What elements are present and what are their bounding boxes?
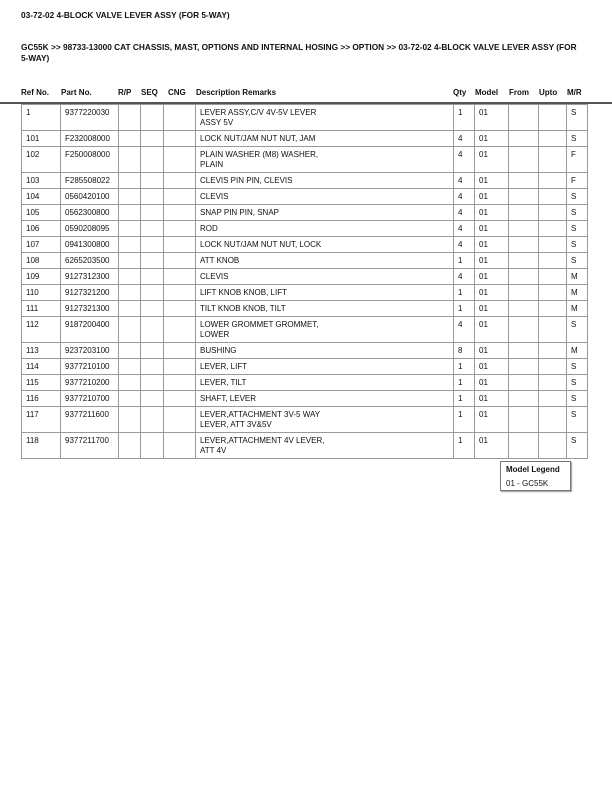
table-row (22, 147, 588, 173)
rp-cell (119, 317, 141, 343)
ref-cell: 113 (22, 343, 61, 359)
mr-cell: S (567, 205, 588, 221)
from-cell (509, 343, 539, 359)
table-row (22, 301, 588, 317)
description-line: LOWER GROMMET GROMMET, (200, 320, 319, 329)
part-no-cell: F285508022 (61, 173, 119, 189)
description-cell (196, 317, 454, 343)
from-cell (509, 237, 539, 253)
seq-cell (141, 105, 164, 131)
part-no-cell: F232008000 (61, 131, 119, 147)
upto-cell (539, 359, 567, 375)
col-mr: M/R (567, 88, 582, 97)
seq-cell (141, 375, 164, 391)
qty-cell: 1 (454, 375, 475, 391)
mr-cell: S (567, 317, 588, 343)
upto-cell (539, 131, 567, 147)
part-no-cell: 9127321300 (61, 301, 119, 317)
mr-cell: S (567, 221, 588, 237)
part-no-cell: F250008000 (61, 147, 119, 173)
table-row (22, 131, 588, 147)
qty-cell: 4 (454, 205, 475, 221)
rp-cell (119, 269, 141, 285)
cng-cell (164, 173, 196, 189)
table-row (22, 269, 588, 285)
ref-cell: 105 (22, 205, 61, 221)
seq-cell (141, 391, 164, 407)
table-row (22, 343, 588, 359)
model-cell: 01 (475, 375, 509, 391)
model-cell: 01 (475, 221, 509, 237)
from-cell (509, 391, 539, 407)
model-cell: 01 (475, 391, 509, 407)
table-row (22, 221, 588, 237)
ref-cell: 106 (22, 221, 61, 237)
rp-cell (119, 375, 141, 391)
ref-cell: 110 (22, 285, 61, 301)
description-line: ROD (200, 224, 218, 233)
ref-cell: 108 (22, 253, 61, 269)
from-cell (509, 105, 539, 131)
upto-cell (539, 343, 567, 359)
description-cell (196, 221, 454, 237)
ref-cell: 101 (22, 131, 61, 147)
description-cell (196, 253, 454, 269)
description-cell (196, 301, 454, 317)
table-row (22, 189, 588, 205)
cng-cell (164, 317, 196, 343)
table-row (22, 173, 588, 189)
qty-cell: 4 (454, 173, 475, 189)
rp-cell (119, 301, 141, 317)
mr-cell: F (567, 147, 588, 173)
description-line: LEVER, ATT 3V&5V (200, 420, 272, 429)
col-from: From (509, 88, 529, 97)
description-line: CLEVIS (200, 272, 229, 281)
part-no-cell: 0562300800 (61, 205, 119, 221)
rp-cell (119, 359, 141, 375)
part-no-cell: 9237203100 (61, 343, 119, 359)
upto-cell (539, 173, 567, 189)
description-cell (196, 237, 454, 253)
description-line: SHAFT, LEVER (200, 394, 257, 403)
cng-cell (164, 343, 196, 359)
description-cell (196, 375, 454, 391)
cng-cell (164, 205, 196, 221)
upto-cell (539, 301, 567, 317)
cng-cell (164, 105, 196, 131)
cng-cell (164, 359, 196, 375)
qty-cell: 4 (454, 189, 475, 205)
description-line: CLEVIS PIN PIN, CLEVIS (200, 176, 293, 185)
model-cell: 01 (475, 433, 509, 459)
rp-cell (119, 407, 141, 433)
table-row (22, 359, 588, 375)
rp-cell (119, 433, 141, 459)
table-row (22, 375, 588, 391)
model-cell: 01 (475, 301, 509, 317)
qty-cell: 1 (454, 391, 475, 407)
seq-cell (141, 359, 164, 375)
qty-cell: 1 (454, 407, 475, 433)
ref-cell: 115 (22, 375, 61, 391)
part-no-cell: 6265203500 (61, 253, 119, 269)
part-no-cell: 0560420100 (61, 189, 119, 205)
table-row (22, 407, 588, 433)
model-legend-entry: 01 - GC55K (506, 479, 549, 488)
description-cell (196, 173, 454, 189)
from-cell (509, 375, 539, 391)
rp-cell (119, 253, 141, 269)
model-cell: 01 (475, 237, 509, 253)
ref-cell: 111 (22, 301, 61, 317)
table-row (22, 237, 588, 253)
qty-cell: 4 (454, 317, 475, 343)
from-cell (509, 317, 539, 343)
qty-cell: 4 (454, 221, 475, 237)
seq-cell (141, 221, 164, 237)
description-cell (196, 189, 454, 205)
qty-cell: 1 (454, 301, 475, 317)
table-row (22, 433, 588, 459)
upto-cell (539, 189, 567, 205)
table-row (22, 391, 588, 407)
cng-cell (164, 221, 196, 237)
rp-cell (119, 237, 141, 253)
model-cell: 01 (475, 317, 509, 343)
seq-cell (141, 301, 164, 317)
mr-cell: M (567, 301, 588, 317)
model-cell: 01 (475, 269, 509, 285)
model-cell: 01 (475, 407, 509, 433)
ref-cell: 116 (22, 391, 61, 407)
qty-cell: 4 (454, 237, 475, 253)
qty-cell: 4 (454, 147, 475, 173)
description-line: PLAIN (200, 160, 224, 169)
cng-cell (164, 433, 196, 459)
cng-cell (164, 189, 196, 205)
from-cell (509, 205, 539, 221)
seq-cell (141, 173, 164, 189)
table-row (22, 205, 588, 221)
seq-cell (141, 189, 164, 205)
from-cell (509, 221, 539, 237)
model-legend-title: Model Legend (506, 465, 560, 474)
table-row (22, 253, 588, 269)
col-rp: R/P (118, 88, 132, 97)
rp-cell (119, 205, 141, 221)
part-no-cell: 9377220030 (61, 105, 119, 131)
from-cell (509, 285, 539, 301)
from-cell (509, 253, 539, 269)
model-cell: 01 (475, 189, 509, 205)
description-line: SNAP PIN PIN, SNAP (200, 208, 279, 217)
from-cell (509, 173, 539, 189)
cng-cell (164, 391, 196, 407)
qty-cell: 1 (454, 359, 475, 375)
cng-cell (164, 237, 196, 253)
table-row (22, 105, 588, 131)
parts-table (21, 104, 588, 459)
seq-cell (141, 269, 164, 285)
upto-cell (539, 147, 567, 173)
mr-cell: S (567, 131, 588, 147)
description-line: LEVER, LIFT (200, 362, 248, 371)
upto-cell (539, 221, 567, 237)
mr-cell: S (567, 359, 588, 375)
from-cell (509, 301, 539, 317)
model-cell: 01 (475, 105, 509, 131)
col-part-no: Part No. (61, 88, 92, 97)
part-no-cell: 9377210100 (61, 359, 119, 375)
description-cell (196, 407, 454, 433)
mr-cell: S (567, 407, 588, 433)
part-no-cell: 9187200400 (61, 317, 119, 343)
model-cell: 01 (475, 147, 509, 173)
model-cell: 01 (475, 131, 509, 147)
col-model: Model (475, 88, 499, 97)
upto-cell (539, 391, 567, 407)
page-title: 03-72-02 4-BLOCK VALVE LEVER ASSY (FOR 5-WAY) (21, 10, 230, 20)
description-line: LIFT KNOB KNOB, LIFT (200, 288, 287, 297)
model-cell: 01 (475, 205, 509, 221)
qty-cell: 4 (454, 269, 475, 285)
part-no-cell: 0941300800 (61, 237, 119, 253)
cng-cell (164, 407, 196, 433)
mr-cell: S (567, 391, 588, 407)
table-row (22, 317, 588, 343)
col-cng: CNG (168, 88, 186, 97)
rp-cell (119, 105, 141, 131)
part-no-cell: 9127312300 (61, 269, 119, 285)
seq-cell (141, 317, 164, 343)
model-legend (500, 461, 571, 491)
description-cell (196, 285, 454, 301)
description-cell (196, 391, 454, 407)
from-cell (509, 269, 539, 285)
model-cell: 01 (475, 253, 509, 269)
from-cell (509, 147, 539, 173)
qty-cell: 1 (454, 285, 475, 301)
col-upto: Upto (539, 88, 558, 97)
col-ref-no: Ref No. (21, 88, 49, 97)
col-description: Description Remarks (196, 88, 277, 97)
description-line: LEVER ASSY,C/V 4V-5V LEVER (200, 108, 317, 117)
description-cell (196, 205, 454, 221)
description-cell (196, 359, 454, 375)
from-cell (509, 189, 539, 205)
description-line: LOCK NUT/JAM NUT NUT, JAM (200, 134, 316, 143)
col-qty: Qty (453, 88, 467, 97)
description-cell (196, 105, 454, 131)
ref-cell: 112 (22, 317, 61, 343)
ref-cell: 104 (22, 189, 61, 205)
description-cell (196, 131, 454, 147)
part-no-cell: 9377210700 (61, 391, 119, 407)
description-cell (196, 269, 454, 285)
part-no-cell: 9377211600 (61, 407, 119, 433)
cng-cell (164, 147, 196, 173)
seq-cell (141, 131, 164, 147)
column-headers (0, 88, 612, 100)
col-seq: SEQ (141, 88, 158, 97)
cng-cell (164, 253, 196, 269)
part-no-cell: 0590208095 (61, 221, 119, 237)
description-cell (196, 433, 454, 459)
description-line: LOCK NUT/JAM NUT NUT, LOCK (200, 240, 322, 249)
upto-cell (539, 317, 567, 343)
model-cell: 01 (475, 343, 509, 359)
rp-cell (119, 131, 141, 147)
description-line: BUSHING (200, 346, 237, 355)
part-no-cell: 9377210200 (61, 375, 119, 391)
seq-cell (141, 343, 164, 359)
from-cell (509, 407, 539, 433)
description-line: PLAIN WASHER (M8) WASHER, (200, 150, 319, 159)
qty-cell: 1 (454, 105, 475, 131)
upto-cell (539, 433, 567, 459)
mr-cell: F (567, 173, 588, 189)
rp-cell (119, 285, 141, 301)
description-line: LEVER, TILT (200, 378, 247, 387)
upto-cell (539, 407, 567, 433)
cng-cell (164, 285, 196, 301)
from-cell (509, 433, 539, 459)
part-no-cell: 9377211700 (61, 433, 119, 459)
ref-cell: 107 (22, 237, 61, 253)
mr-cell: S (567, 433, 588, 459)
upto-cell (539, 237, 567, 253)
seq-cell (141, 205, 164, 221)
cng-cell (164, 301, 196, 317)
cng-cell (164, 269, 196, 285)
description-line: LOWER (200, 330, 230, 339)
mr-cell: S (567, 375, 588, 391)
seq-cell (141, 285, 164, 301)
mr-cell: M (567, 285, 588, 301)
rp-cell (119, 147, 141, 173)
qty-cell: 1 (454, 253, 475, 269)
cng-cell (164, 131, 196, 147)
model-cell: 01 (475, 359, 509, 375)
upto-cell (539, 375, 567, 391)
model-cell: 01 (475, 285, 509, 301)
from-cell (509, 359, 539, 375)
table-row (22, 285, 588, 301)
rp-cell (119, 189, 141, 205)
qty-cell: 4 (454, 131, 475, 147)
rp-cell (119, 221, 141, 237)
breadcrumb: GC55K >> 98733-13000 CAT CHASSIS, MAST, OPTIONS AND INTERNAL HOSING >> OPTION >> 03-72-02 4-BLOCK VALVE LEVER ASSY (FOR 5-WAY) (21, 42, 577, 63)
part-no-cell: 9127321200 (61, 285, 119, 301)
description-cell (196, 343, 454, 359)
upto-cell (539, 205, 567, 221)
description-line: TILT KNOB KNOB, TILT (200, 304, 286, 313)
cng-cell (164, 375, 196, 391)
seq-cell (141, 407, 164, 433)
mr-cell: S (567, 237, 588, 253)
mr-cell: S (567, 189, 588, 205)
seq-cell (141, 147, 164, 173)
ref-cell: 103 (22, 173, 61, 189)
model-cell: 01 (475, 173, 509, 189)
description-line: ATT KNOB (200, 256, 240, 265)
ref-cell: 102 (22, 147, 61, 173)
description-cell (196, 147, 454, 173)
mr-cell: S (567, 105, 588, 131)
mr-cell: S (567, 253, 588, 269)
description-line: ASSY 5V (200, 118, 234, 127)
upto-cell (539, 105, 567, 131)
ref-cell: 118 (22, 433, 61, 459)
upto-cell (539, 253, 567, 269)
seq-cell (141, 433, 164, 459)
description-line: ATT 4V (200, 446, 227, 455)
ref-cell: 114 (22, 359, 61, 375)
mr-cell: M (567, 343, 588, 359)
ref-cell: 109 (22, 269, 61, 285)
seq-cell (141, 253, 164, 269)
qty-cell: 8 (454, 343, 475, 359)
ref-cell: 1 (22, 105, 61, 131)
rp-cell (119, 173, 141, 189)
upto-cell (539, 285, 567, 301)
from-cell (509, 131, 539, 147)
seq-cell (141, 237, 164, 253)
description-line: LEVER,ATTACHMENT 4V LEVER, (200, 436, 325, 445)
rp-cell (119, 343, 141, 359)
description-line: LEVER,ATTACHMENT 3V-5 WAY (200, 410, 321, 419)
qty-cell: 1 (454, 433, 475, 459)
upto-cell (539, 269, 567, 285)
mr-cell: M (567, 269, 588, 285)
rp-cell (119, 391, 141, 407)
ref-cell: 117 (22, 407, 61, 433)
description-line: CLEVIS (200, 192, 229, 201)
